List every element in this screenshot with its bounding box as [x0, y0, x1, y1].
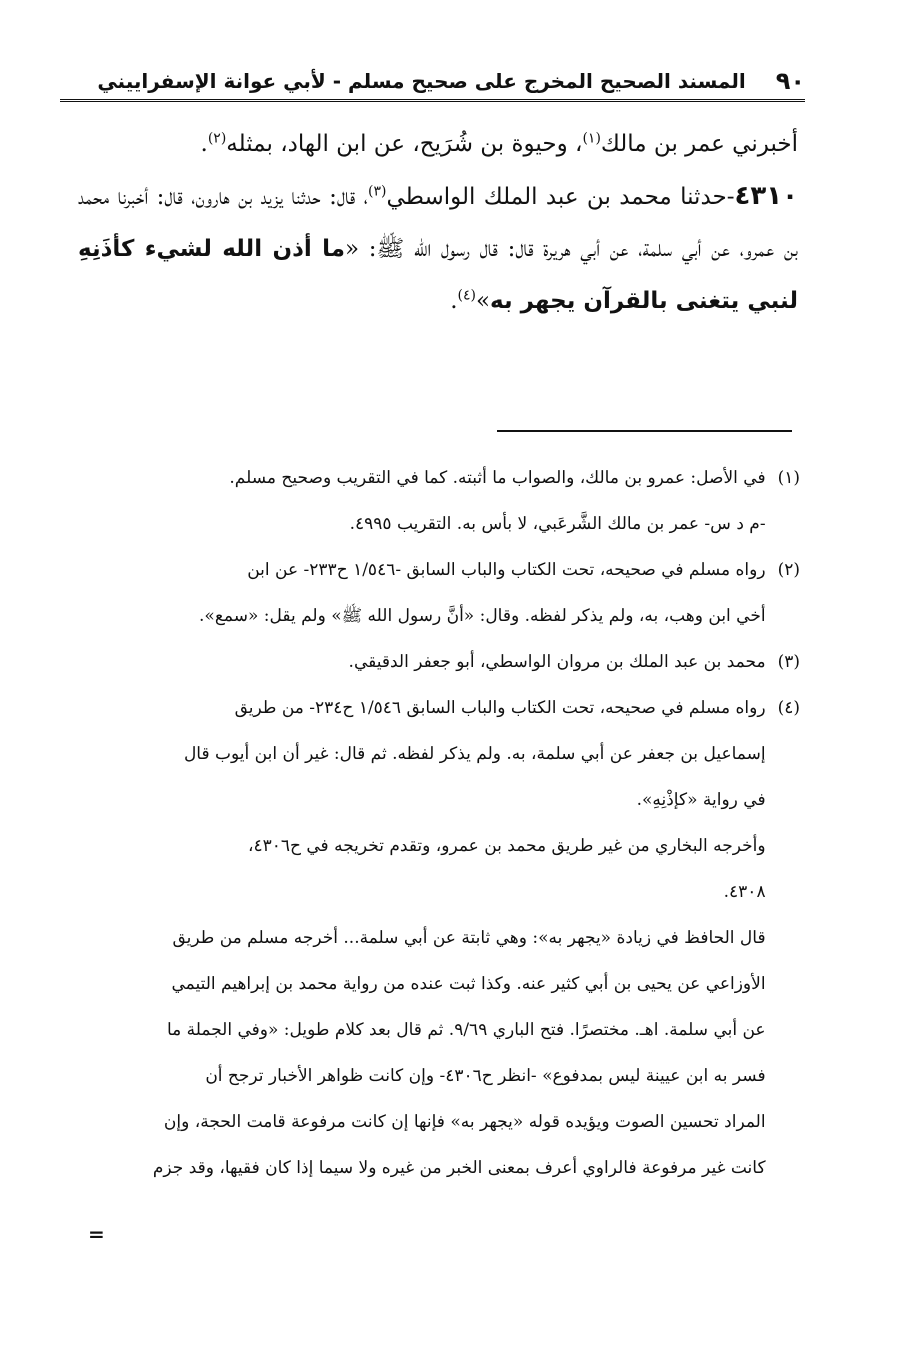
footnotes [80, 455, 800, 1191]
text-segment: » [475, 288, 491, 314]
text-segment: . [200, 131, 208, 157]
hadith-paragraph [78, 170, 798, 327]
running-title: المسند الصحيح المخرج على صحيح مسلم - لأبي عوانة الإسفراييني [97, 69, 746, 93]
footnote-line: الأوزاعي عن يحيى بن أبي كثير عنه. وكذا ثبت عنده من رواية محمد بن إبراهيم التيمي [171, 974, 766, 994]
footnote-line: المراد تحسين الصوت ويؤيده قوله «يجهر به» فإنها إن كانت مرفوعة قامت الحجة، وإن [163, 1112, 766, 1132]
footnote-body [80, 547, 766, 639]
footnote-4 [80, 685, 800, 1191]
footnote-ref-2[interactable]: (٢) [207, 130, 227, 147]
footnote-line: وأخرجه البخاري من غير طريق محمد بن عمرو، وتقدم تخريجه في ح٤٣٠٦، [247, 836, 766, 856]
footnote-line: كانت غير مرفوعة فالراوي أعرف بمعنى الخبر من غيره ولا سيما إذا كان فقيها، وقد جزم [152, 1158, 766, 1178]
chain-line [78, 118, 798, 170]
page-number: ٩٠ [775, 67, 805, 95]
footnote-ref-1[interactable]: (١) [582, 130, 601, 147]
footnote-3 [80, 639, 800, 685]
footnote-body [80, 455, 766, 547]
footnote-line: ٤٣٠٨. [723, 882, 766, 902]
footnote-ref-4[interactable]: (٤) [457, 287, 476, 304]
footnote-line: أخي ابن وهب، به، ولم يذكر لفظه. وقال: «أنَّ رسول الله ﷺ» ولم يقل: «سمع». [199, 606, 766, 626]
footnote-line: رواه مسلم في صحيحه، تحت الكتاب والباب السابق -١/٥٤٦ ح٢٣٣- عن ابن [247, 560, 766, 580]
text-segment: أخبرني عمر بن مالك [600, 131, 798, 157]
text-segment: ، قال: حدثنا يزيد بن هارون، قال: أخبرنا محمد بن عمرو، عن أبي سلمة، عن أبي هريرة قال: قال رسول الله ﷺ: « [78, 184, 798, 262]
text-segment: . [450, 288, 458, 314]
footnote-line: في الأصل: عمرو بن مالك، والصواب ما أثبته. كما في التقريب وصحيح مسلم. [229, 468, 766, 488]
footnote-2 [80, 547, 800, 639]
footnote-line: في رواية «كإذْنِهِ». [636, 790, 766, 810]
footnote-number: (٣) [777, 652, 800, 672]
header-rule [60, 99, 805, 102]
footnote-1 [80, 455, 800, 547]
footnote-separator [497, 430, 792, 432]
text-segment: ، وحيوة بن شُرَيح، عن ابن الهاد، بمثله [226, 131, 583, 157]
footnote-line: رواه مسلم في صحيحه، تحت الكتاب والباب السابق ١/٥٤٦ ح٢٣٤- من طريق [234, 698, 766, 718]
footnote-line: عن أبي سلمة. اهـ. مختصرًا. فتح الباري ٩/٦٩. ثم قال بعد كلام طويل: «وفي الجملة ما [166, 1020, 766, 1040]
text-segment: -حدثنا محمد بن عبد الملك الواسطي [386, 184, 735, 210]
footnote-body [80, 639, 766, 685]
footnote-line: فسر به ابن عيينة ليس بمدفوع» -انظر ح٤٣٠٦- وإن كانت ظواهر الأخبار ترجح أن [205, 1066, 766, 1086]
footnote-line: إسماعيل بن جعفر عن أبي سلمة، به. ولم يذكر لفظه. ثم قال: غير أن ابن أيوب قال [183, 744, 766, 764]
footnote-line: قال الحافظ في زيادة «يجهر به»: وهي ثابتة عن أبي سلمة... أخرجه مسلم من طريق [172, 928, 766, 948]
footnote-line: محمد بن عبد الملك بن مروان الواسطي، أبو جعفر الدقيقي. [348, 652, 766, 672]
footnote-line: -م د س- عمر بن مالك الشَّرعَبي، لا بأس به. التقريب ٤٩٩٥. [349, 514, 766, 534]
page-header [60, 60, 805, 102]
footnote-ref-3[interactable]: (٣) [367, 183, 387, 200]
main-text [78, 118, 798, 327]
hadith-matn: ما أذن الله لشيء كأذَنِهِ لنبي يتغنى بالقرآن يجهر به [78, 236, 798, 314]
footnote-number: (١) [777, 468, 800, 488]
footnote-number: (٤) [777, 698, 800, 718]
continuation-mark: = [88, 1222, 105, 1246]
footnote-number: (٢) [777, 560, 800, 580]
hadith-number: ٤٣١٠ [734, 181, 798, 211]
footnote-body [80, 685, 766, 1191]
